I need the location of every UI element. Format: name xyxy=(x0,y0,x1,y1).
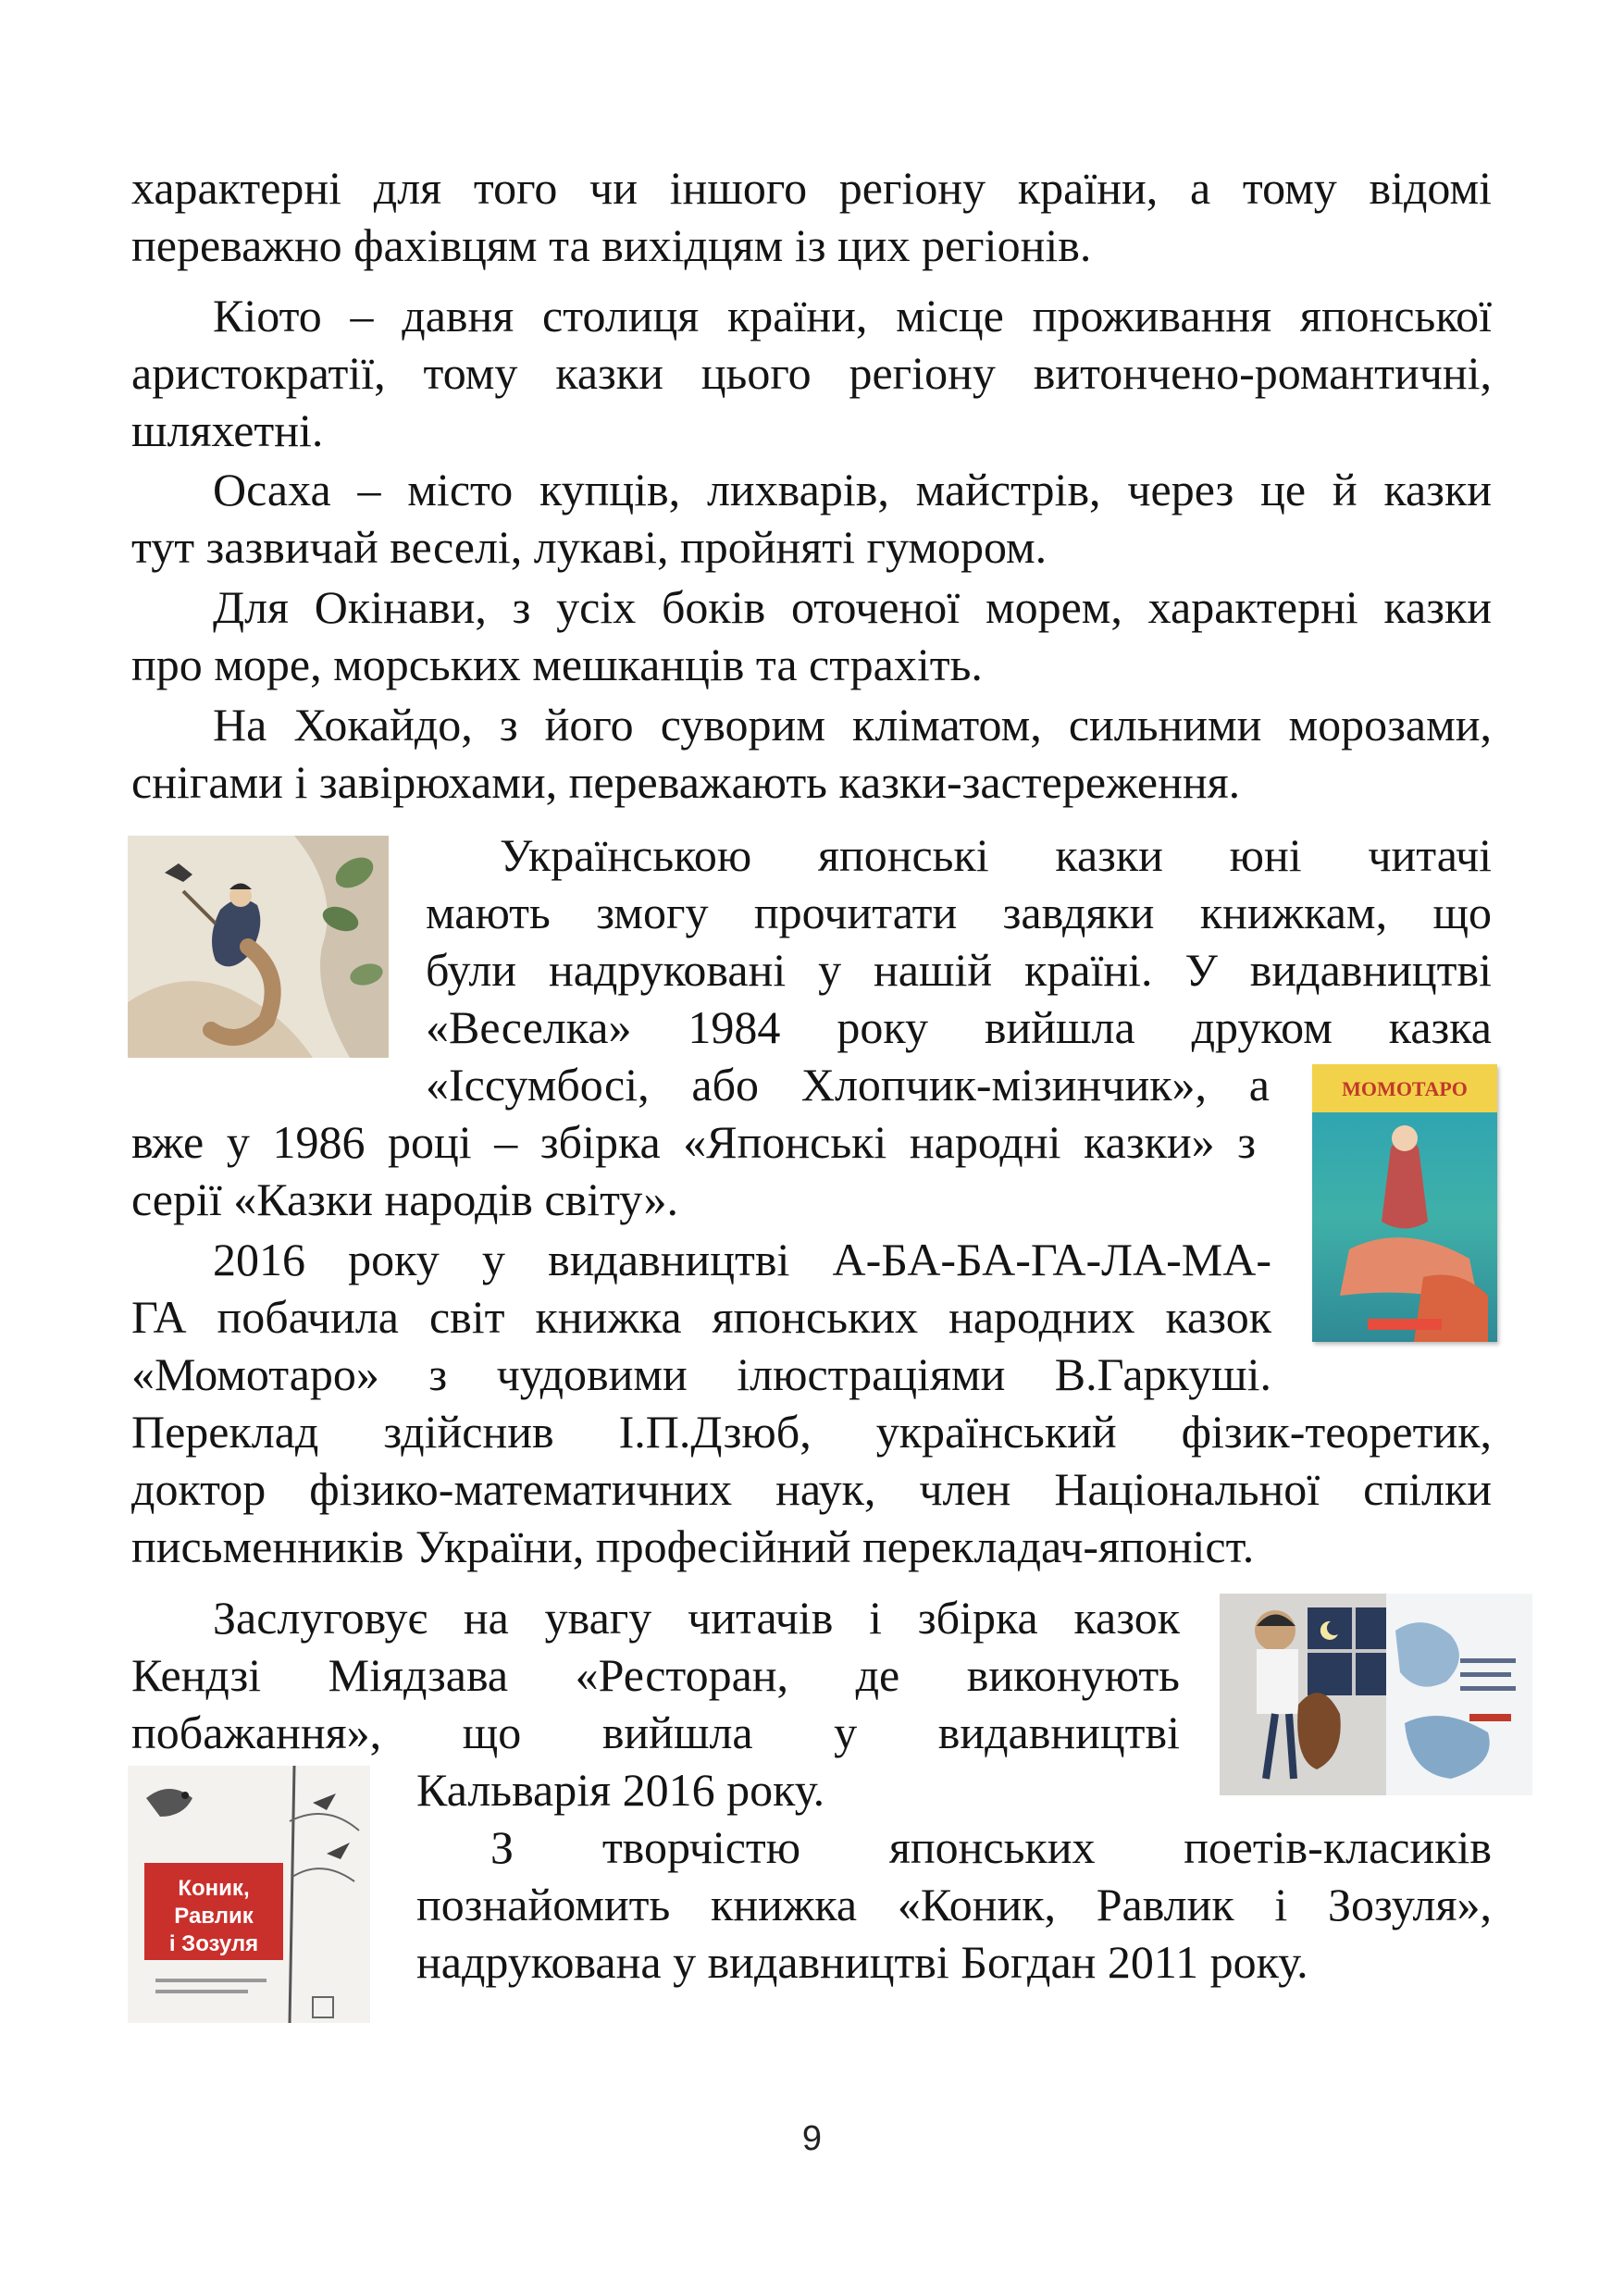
text-line: надрукована у видавництві Богдан 2011 року. xyxy=(416,1936,1308,1988)
text-line: На Хокайдо, з його суворим кліматом, сильними морозами, xyxy=(213,699,1492,751)
text-line: Українською японські казки юні читачі xyxy=(500,829,1492,881)
text-line: «Іссумбосі, або Хлопчик-мізинчик», а xyxy=(426,1059,1270,1111)
konyk-ravlyk-zozulia-cover xyxy=(128,1766,370,2023)
text-line: вже у 1986 році – збірка «Японські народні казки» з xyxy=(131,1116,1256,1168)
text-line: 2016 року у видавництві А-БА-БА-ГА-ЛА-МА- xyxy=(213,1234,1271,1285)
text-line: снігами і завірюхами, переважають казки-застереження. xyxy=(131,756,1241,808)
text-line: були надруковані у нашій країні. У видавництві xyxy=(426,944,1492,996)
momotaro-book-cover xyxy=(1312,1064,1497,1342)
text-line: «Момотаро» з чудовими ілюстраціями В.Гаркуші. xyxy=(131,1348,1271,1400)
text-line: аристократії, тому казки цього регіону витончено-романтичні, xyxy=(131,347,1492,399)
text-line: Кальварія 2016 року. xyxy=(416,1764,825,1816)
text-line: «Веселка» 1984 року вийшла друком казка xyxy=(426,1001,1492,1053)
text-line: ГА побачила світ книжка японських народних казок xyxy=(131,1291,1271,1343)
text-line: З творчістю японських поетів-класиків xyxy=(490,1821,1492,1873)
text-line: Заслуговує на увагу читачів і збірка казок xyxy=(213,1592,1180,1644)
text-line: мають змогу прочитати завдяки книжкам, що xyxy=(426,887,1492,938)
page-number: 9 xyxy=(801,2119,823,2158)
text-line: Кендзі Міядзава «Ресторан, де виконують xyxy=(131,1649,1180,1701)
text-line: Переклад здійснив І.П.Дзюб, український фізик-теоретик, xyxy=(131,1406,1492,1458)
text-line: познайомить книжка «Коник, Равлик і Зозуля», xyxy=(416,1879,1492,1930)
konyk-cover-title-2: Равлик xyxy=(174,1904,254,1929)
text-line: Осаха – місто купців, лихварів, майстрів, через це й казки xyxy=(213,464,1492,515)
konyk-cover-title-3: і Зозуля xyxy=(168,1931,259,1956)
restaurant-book-cover xyxy=(1220,1594,1532,1795)
text-line: шляхетні. xyxy=(131,404,324,456)
momotaro-cover-title: МОМОТАРО xyxy=(1342,1077,1468,1100)
text-line: переважно фахівцям та вихідцям із цих регіонів. xyxy=(131,219,1092,271)
text-line: Кіото – давня столиця країни, місце проживання японської xyxy=(213,290,1492,341)
text-line: про море, морських мешканців та страхіть. xyxy=(131,639,983,690)
text-line: характерні для того чи іншого регіону країни, а тому відомі xyxy=(131,162,1492,214)
text-line: тут зазвичай веселі, лукаві, пройняті гумором. xyxy=(131,521,1048,573)
text-line: доктор фізико-математичних наук, член Національної спілки xyxy=(131,1463,1492,1515)
text-line: Для Окінави, з усіх боків оточеної морем, характерні казки xyxy=(213,581,1492,633)
issumboshi-illustration xyxy=(128,836,389,1058)
text-line: письменників України, професійний перекладач-японіст. xyxy=(131,1520,1255,1572)
text-line: серії «Казки народів світу». xyxy=(131,1173,679,1225)
konyk-cover-title-1: Коник, xyxy=(178,1876,250,1901)
text-line: побажання», що вийшла у видавництві xyxy=(131,1706,1180,1758)
